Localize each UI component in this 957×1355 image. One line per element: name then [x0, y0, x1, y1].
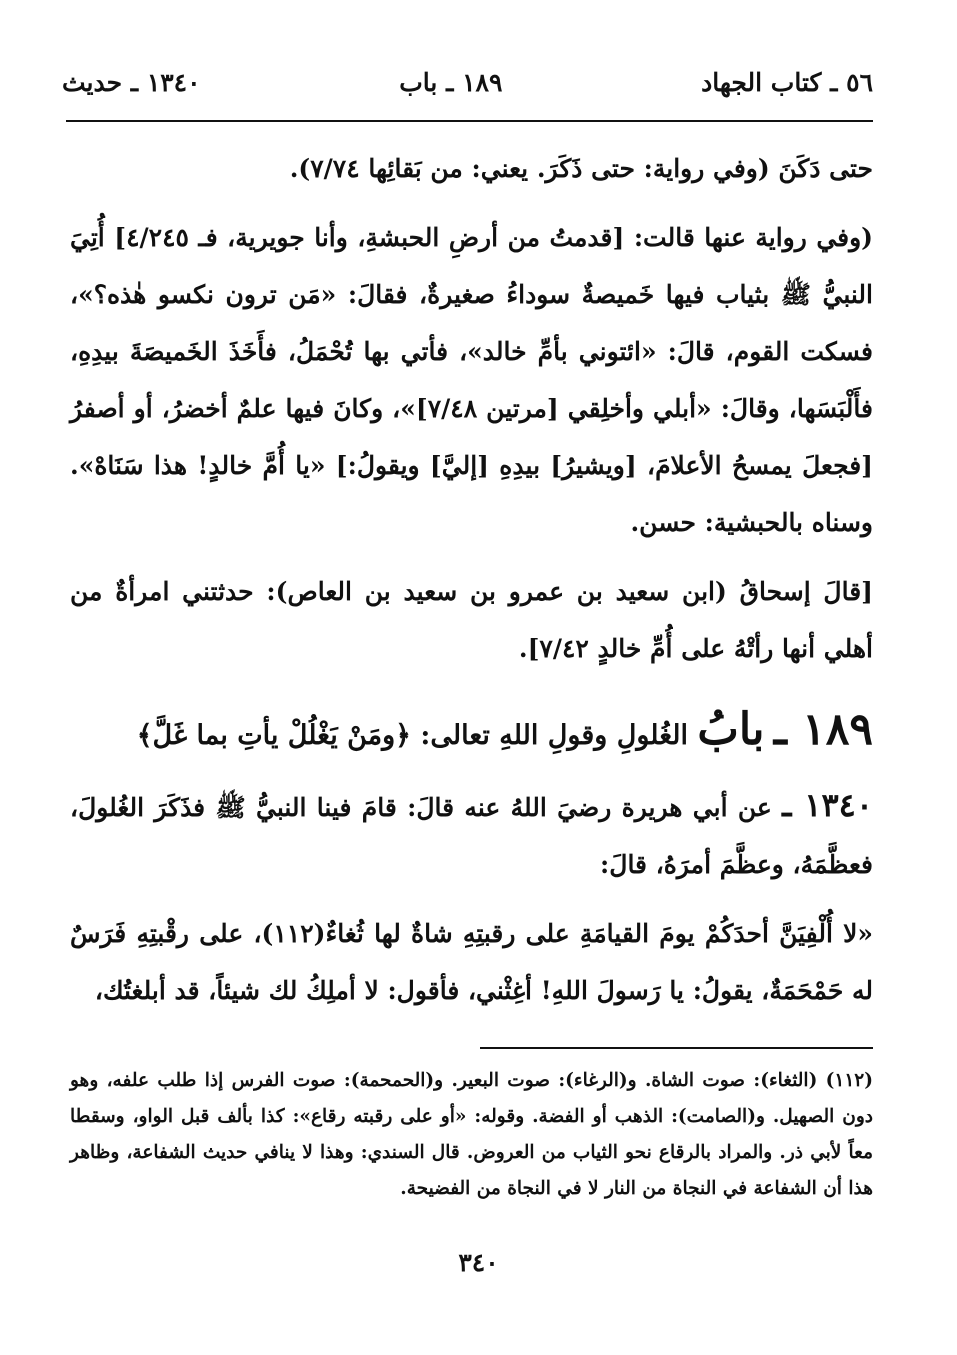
chapter-title: الغُلولِ وقولِ اللهِ تعالى: ﴿ومَنْ يَغْلُلْ يأتِ بما غَلَّ﴾	[136, 720, 688, 751]
main-text	[70, 140, 873, 1019]
header-book-title: ٥٦ ـ كتاب الجهاد	[701, 67, 873, 97]
hadith-intro	[70, 777, 873, 893]
paragraph-1: حتى دَكَنَ (وفي رواية: حتى ذَكَرَ. يعني: من بَقائِها ٧/٧٤).	[289, 154, 873, 183]
hadith-number: ١٣٤٠ ـ	[782, 786, 873, 824]
hadith-text: عن أبي هريرة رضيَ اللهُ عنه قالَ: قامَ فينا النبيُّ ﷺ فذَكَرَ الغُلولَ، فعظَّمَهُ، وعظَّمَ أمرَهُ، قالَ:	[70, 793, 873, 879]
header-hadith-number: ١٣٤٠ ـ حديث	[62, 67, 201, 97]
page-number: ٣٤٠	[458, 1248, 499, 1277]
paragraph-2: (وفي رواية عنها قالت: [قدمتُ من أرضِ الحبشةِ، وأنا جويرية، فـ ٤/٢٤٥] أُتِيَ النبيُّ ﷺ بثياب فيها خَميصةٌ سوداءُ صغيرةٌ، فقالَ: «مَن ترون نكسو هٰذه؟»، فسكت القوم، قالَ: «ائتوني بأمِّ خالد»، فأتي بها تُحْمَلُ، فأَخَذَ الخَميصَةَ بيدِهِ، فأَلْبَسَها، وقالَ: «أبلي وأخلِقي [مرتين ٧/٤٨]»، وكانَ فيها علمٌ أخضرُ، أو أصفرُ [فجعلَ يمسحُ الأعلامَ، [ويشيرُ] بيدِهِ [إليَّ] ويقولُ:] «يا أُمَّ خالدٍ! هذا سَنَاهْ». وسناه بالحبشية: حسن.	[70, 223, 874, 537]
paragraph-3: [قالَ إسحاقُ (ابن سعيد بن عمرو بن سعيد بن العاص): حدثتني امرأةٌ من أهلي أنها رأتْهُ على أُمِّ خالدٍ ٧/٤٢].	[70, 577, 873, 663]
header-divider	[66, 120, 873, 122]
chapter-number: ١٨٩ ـ	[773, 704, 873, 755]
footnote-divider	[480, 1047, 873, 1049]
chapter-word: بابُ	[697, 704, 765, 755]
footnote: (١١٢) (الثغاء): صوت الشاة. و(الرغاء): صوت البعير. و(الحمحمة): صوت الفرس إذا طلب علفه، وهو دون الصهيل. و(الصامت): الذهب أو الفضة. وقوله: «أو على رقبته رقاع»: كذا بألف قبل الواو، وسقطا معاً لأبي ذر. والمراد بالرقاع نحو الثياب من العروض. قال السندي: وهذا لا ينافي حديث الشفاعة، وظاهر هذا أن الشفاعة في النجاة من النار لا في النجاة من الفضيحة.	[70, 1070, 873, 1199]
running-header	[62, 62, 873, 102]
header-chapter: ١٨٩ ـ باب	[399, 67, 503, 97]
chapter-heading	[70, 701, 873, 765]
hadith-quote: «لا أُلْفِيَنَّ أحدَكُمْ يومَ القيامَةِ على رقبتِهِ شاةٌ لها ثُغاءٌ(١١٢)، على رقْبتِهِ فَرَسٌ له حَمْحَمَةٌ، يقولُ: يا رَسولَ اللهِ! أغِثْني، فأقول: لا أملِكُ لك شيئاً، قد أبلغتُك،	[70, 919, 873, 1005]
